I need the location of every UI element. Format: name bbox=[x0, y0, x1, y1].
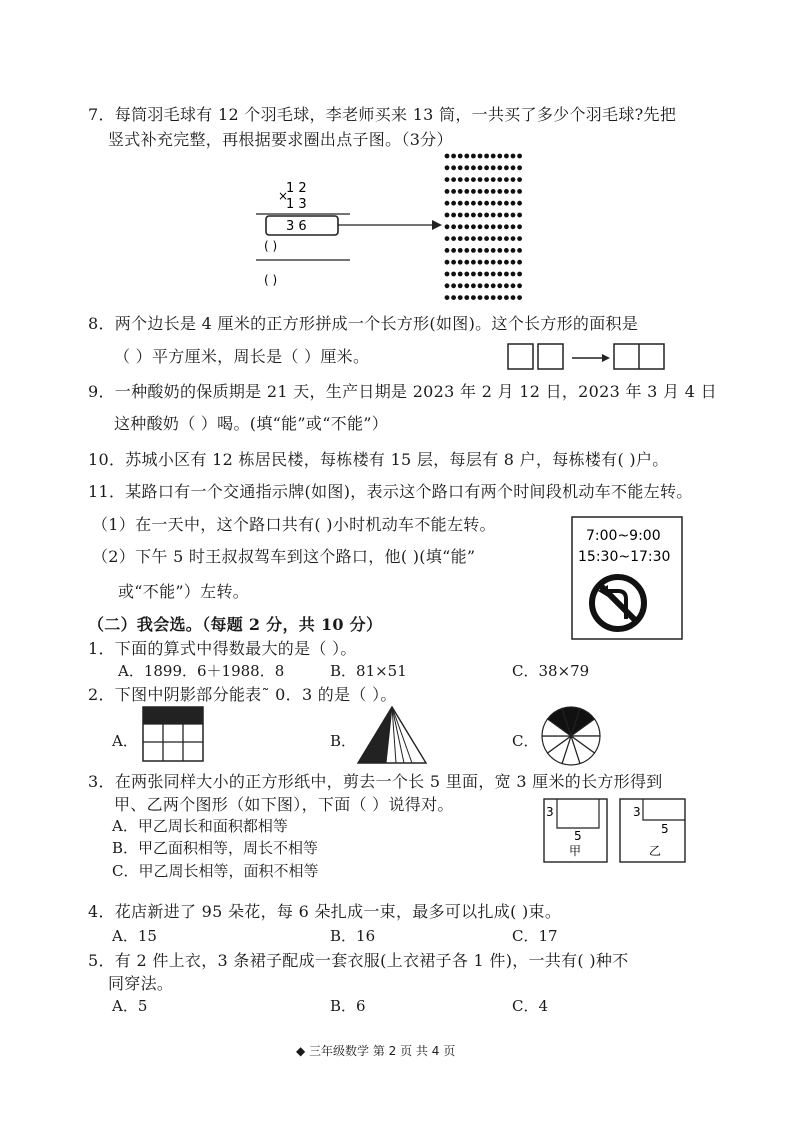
dot bbox=[484, 189, 489, 194]
dot bbox=[497, 248, 502, 253]
dot bbox=[484, 295, 489, 300]
q8-line1: 8．两个边长是 4 厘米的正方形拼成一个长方形(如图)。这个长方形的面积是 bbox=[88, 314, 639, 333]
dot bbox=[497, 272, 502, 277]
dot bbox=[464, 154, 469, 159]
dot bbox=[491, 201, 496, 206]
dot bbox=[458, 177, 463, 182]
dot bbox=[491, 224, 496, 229]
dot bbox=[517, 272, 522, 277]
dot bbox=[497, 295, 502, 300]
dot-array-figure bbox=[443, 152, 525, 310]
dot bbox=[451, 260, 456, 265]
jia-label: 甲 bbox=[569, 844, 582, 858]
dot bbox=[517, 201, 522, 206]
c1-option-b: B．81×51 bbox=[330, 662, 407, 680]
dot bbox=[464, 236, 469, 241]
dot bbox=[478, 224, 483, 229]
c2-grid-figure bbox=[142, 706, 204, 762]
c5-option-c: C．4 bbox=[512, 997, 549, 1015]
jia-length-5: 5 bbox=[574, 829, 582, 843]
dot bbox=[458, 213, 463, 218]
dot bbox=[445, 213, 450, 218]
c4-stem: 4．花店新进了 95 朵花，每 6 朵扎成一束，最多可以扎成( )束。 bbox=[88, 902, 562, 921]
q11-sub1: （1）在一天中，这个路口共有( )小时机动车不能左转。 bbox=[92, 515, 496, 534]
c3-jia-figure bbox=[543, 798, 609, 864]
dot bbox=[497, 236, 502, 241]
section2-title: （二）我会选。（每题 2 分，共 10 分） bbox=[88, 615, 383, 634]
c2-option-c: C． bbox=[512, 732, 539, 750]
calc-paren-2: ( ) bbox=[264, 273, 278, 287]
dot bbox=[484, 154, 489, 159]
dot bbox=[517, 177, 522, 182]
q8-line2: （ ）平方厘米，周长是（ ）厘米。 bbox=[114, 347, 370, 366]
c2-circle-figure bbox=[540, 705, 602, 767]
dot bbox=[445, 260, 450, 265]
q10-line1: 10．苏城小区有 12 栋居民楼，每栋楼有 15 层，每层有 8 户，每栋楼有( )户。 bbox=[88, 450, 669, 469]
c1-option-a: A．1899．6＋1988．8 bbox=[118, 662, 285, 680]
c5-option-a: A．5 bbox=[112, 997, 148, 1015]
q7-vertical-calculation bbox=[250, 178, 450, 293]
dot bbox=[511, 248, 516, 253]
dot bbox=[445, 189, 450, 194]
dot bbox=[504, 248, 509, 253]
dot bbox=[451, 189, 456, 194]
dot bbox=[491, 248, 496, 253]
dot bbox=[511, 295, 516, 300]
c2-triangle-figure bbox=[356, 705, 428, 765]
dot bbox=[504, 177, 509, 182]
dot bbox=[471, 272, 476, 277]
dot bbox=[504, 189, 509, 194]
dot bbox=[458, 189, 463, 194]
dot bbox=[464, 189, 469, 194]
dot bbox=[478, 201, 483, 206]
dot bbox=[471, 177, 476, 182]
dot bbox=[451, 272, 456, 277]
c3-yi-figure bbox=[619, 798, 687, 864]
dot bbox=[478, 248, 483, 253]
dot bbox=[451, 201, 456, 206]
dot bbox=[445, 165, 450, 170]
dot bbox=[491, 272, 496, 277]
dot bbox=[471, 213, 476, 218]
dot bbox=[504, 295, 509, 300]
dot bbox=[504, 236, 509, 241]
calc-paren-1: ( ) bbox=[264, 239, 278, 253]
dot bbox=[451, 283, 456, 288]
arrow-head bbox=[432, 220, 442, 230]
dot bbox=[451, 295, 456, 300]
dot bbox=[451, 177, 456, 182]
dot bbox=[504, 260, 509, 265]
dot bbox=[471, 224, 476, 229]
dot bbox=[491, 213, 496, 218]
dot bbox=[491, 260, 496, 265]
dot bbox=[471, 248, 476, 253]
dot bbox=[478, 260, 483, 265]
dot bbox=[511, 283, 516, 288]
dot bbox=[478, 236, 483, 241]
dot bbox=[478, 213, 483, 218]
dot bbox=[464, 213, 469, 218]
dot bbox=[451, 224, 456, 229]
dot bbox=[458, 224, 463, 229]
jia-width-3: 3 bbox=[546, 805, 554, 819]
dot bbox=[497, 154, 502, 159]
dot bbox=[511, 154, 516, 159]
c5-line1: 5．有 2 件上衣，3 条裙子配成一套衣服(上衣裙子各 1 件)，一共有( )种不 bbox=[88, 951, 629, 970]
dot bbox=[497, 260, 502, 265]
dot bbox=[464, 201, 469, 206]
calc-top-digits: 1 2 bbox=[286, 181, 307, 196]
dot bbox=[484, 177, 489, 182]
dot bbox=[478, 283, 483, 288]
sign-time-2: 15:30~17:30 bbox=[578, 549, 671, 565]
dot bbox=[471, 189, 476, 194]
q7-line2: 竖式补充完整，再根据要求圈出点子图。（3分） bbox=[108, 130, 453, 149]
dot bbox=[458, 248, 463, 253]
dot bbox=[504, 272, 509, 277]
c1-option-c: C．38×79 bbox=[512, 662, 590, 680]
dot bbox=[517, 224, 522, 229]
dot bbox=[445, 248, 450, 253]
dot bbox=[464, 295, 469, 300]
q7-line1: 7．每筒羽毛球有 12 个羽毛球，李老师买来 13 筒，一共买了多少个羽毛球?先把 bbox=[88, 105, 677, 124]
dot bbox=[504, 213, 509, 218]
dot bbox=[445, 272, 450, 277]
dot bbox=[517, 189, 522, 194]
dot bbox=[517, 213, 522, 218]
yi-label: 乙 bbox=[649, 844, 662, 858]
dot bbox=[445, 295, 450, 300]
c4-option-b: B．16 bbox=[330, 927, 376, 945]
dot bbox=[458, 165, 463, 170]
dot bbox=[484, 272, 489, 277]
dot bbox=[471, 283, 476, 288]
c3-line1: 3．在两张同样大小的正方形纸中，剪去一个长 5 里面，宽 3 厘米的长方形得到 bbox=[88, 772, 663, 791]
dot bbox=[491, 165, 496, 170]
dot bbox=[511, 213, 516, 218]
dot bbox=[497, 165, 502, 170]
dot bbox=[464, 260, 469, 265]
c4-option-c: C．17 bbox=[512, 927, 558, 945]
q9-line2: 这种酸奶（ ）喝。(填“能”或“不能”） bbox=[114, 414, 389, 433]
dot bbox=[464, 248, 469, 253]
dot bbox=[471, 154, 476, 159]
q11-line1: 11．某路口有一个交通指示牌(如图)，表示这个路口有两个时间段机动车不能左转。 bbox=[88, 482, 693, 501]
dot bbox=[491, 189, 496, 194]
dot bbox=[484, 248, 489, 253]
dot bbox=[491, 283, 496, 288]
square-right bbox=[538, 344, 563, 369]
calc-box-digits: 3 6 bbox=[286, 219, 307, 234]
dot bbox=[458, 260, 463, 265]
dot bbox=[471, 165, 476, 170]
dot bbox=[504, 154, 509, 159]
dot bbox=[451, 165, 456, 170]
dot bbox=[484, 165, 489, 170]
dot bbox=[445, 201, 450, 206]
dot bbox=[471, 201, 476, 206]
dot bbox=[517, 283, 522, 288]
dot bbox=[445, 224, 450, 229]
dot bbox=[464, 224, 469, 229]
dot bbox=[504, 201, 509, 206]
dot bbox=[445, 236, 450, 241]
dot bbox=[511, 236, 516, 241]
c2-option-b: B． bbox=[330, 732, 357, 750]
dot bbox=[458, 272, 463, 277]
calc-times-sign: × bbox=[278, 189, 289, 203]
yi-width-3: 3 bbox=[633, 805, 641, 819]
traffic-sign bbox=[570, 515, 686, 643]
dot bbox=[458, 201, 463, 206]
dot bbox=[484, 201, 489, 206]
q11-sub2b: 或“不能”）左转。 bbox=[118, 582, 250, 601]
dot bbox=[451, 236, 456, 241]
dot bbox=[511, 165, 516, 170]
c3-line2: 甲、乙两个图形（如下图），下面（ ）说得对。 bbox=[114, 795, 454, 814]
dot bbox=[504, 283, 509, 288]
c2-stem: 2．下图中阴影部分能表˜ 0．3 的是（ ）。 bbox=[88, 685, 397, 704]
c4-option-a: A．15 bbox=[112, 927, 157, 945]
q11-sub2: （2）下午 5 时王叔叔驾车到这个路口，他( )(填“能” bbox=[92, 547, 476, 566]
dot bbox=[504, 224, 509, 229]
dot bbox=[478, 189, 483, 194]
dot bbox=[497, 224, 502, 229]
join-arrow-head bbox=[602, 354, 610, 362]
q8-squares-figure bbox=[506, 342, 668, 374]
dot bbox=[511, 224, 516, 229]
dot bbox=[451, 154, 456, 159]
dot bbox=[511, 201, 516, 206]
dot bbox=[458, 154, 463, 159]
c5-option-b: B．6 bbox=[330, 997, 366, 1015]
dot bbox=[517, 260, 522, 265]
dot bbox=[478, 177, 483, 182]
dot bbox=[464, 283, 469, 288]
dot bbox=[458, 295, 463, 300]
dot bbox=[471, 295, 476, 300]
dot bbox=[478, 295, 483, 300]
dot bbox=[504, 165, 509, 170]
dot bbox=[484, 283, 489, 288]
c2-option-a: A． bbox=[112, 732, 138, 750]
dot bbox=[491, 236, 496, 241]
dot bbox=[491, 154, 496, 159]
dot bbox=[497, 201, 502, 206]
c3-option-b: B．甲乙面积相等，周长不相等 bbox=[112, 839, 319, 857]
dot bbox=[464, 272, 469, 277]
dot bbox=[484, 213, 489, 218]
dot bbox=[511, 272, 516, 277]
c1-stem: 1．下面的算式中得数最大的是（ ）。 bbox=[88, 639, 357, 658]
sign-time-1: 7:00~9:00 bbox=[586, 528, 661, 544]
dot bbox=[484, 260, 489, 265]
c3-option-a: A．甲乙周长和面积都相等 bbox=[112, 817, 288, 835]
c5-line2: 同穿法。 bbox=[108, 974, 174, 993]
dot bbox=[471, 260, 476, 265]
dot bbox=[497, 283, 502, 288]
dot bbox=[464, 177, 469, 182]
dot bbox=[451, 213, 456, 218]
c3-option-c: C．甲乙周长相等，面积不相等 bbox=[112, 862, 319, 880]
dot bbox=[497, 189, 502, 194]
dot bbox=[517, 248, 522, 253]
dot bbox=[484, 236, 489, 241]
dot bbox=[445, 154, 450, 159]
dot bbox=[517, 236, 522, 241]
dot bbox=[471, 236, 476, 241]
dot bbox=[517, 165, 522, 170]
dot bbox=[497, 213, 502, 218]
dot bbox=[458, 283, 463, 288]
dot bbox=[445, 177, 450, 182]
dot bbox=[478, 154, 483, 159]
dot bbox=[478, 272, 483, 277]
dot bbox=[491, 177, 496, 182]
dot bbox=[478, 165, 483, 170]
q9-line1: 9．一种酸奶的保质期是 21 天，生产日期是 2023 年 2 月 12 日，2023 年 3 月 4 日 bbox=[88, 382, 717, 401]
dot bbox=[451, 248, 456, 253]
square-left bbox=[508, 344, 533, 369]
dot bbox=[464, 165, 469, 170]
dot bbox=[511, 260, 516, 265]
dot bbox=[511, 189, 516, 194]
yi-length-5: 5 bbox=[661, 822, 669, 836]
dot bbox=[497, 177, 502, 182]
dot bbox=[511, 177, 516, 182]
dot bbox=[517, 154, 522, 159]
dot bbox=[491, 295, 496, 300]
dot bbox=[484, 224, 489, 229]
dot bbox=[517, 295, 522, 300]
dot bbox=[445, 283, 450, 288]
page-footer: ◆ 三年级数学 第 2 页 共 4 页 bbox=[296, 1044, 456, 1058]
calc-mid-digits: 1 3 bbox=[286, 197, 307, 212]
dot bbox=[458, 236, 463, 241]
